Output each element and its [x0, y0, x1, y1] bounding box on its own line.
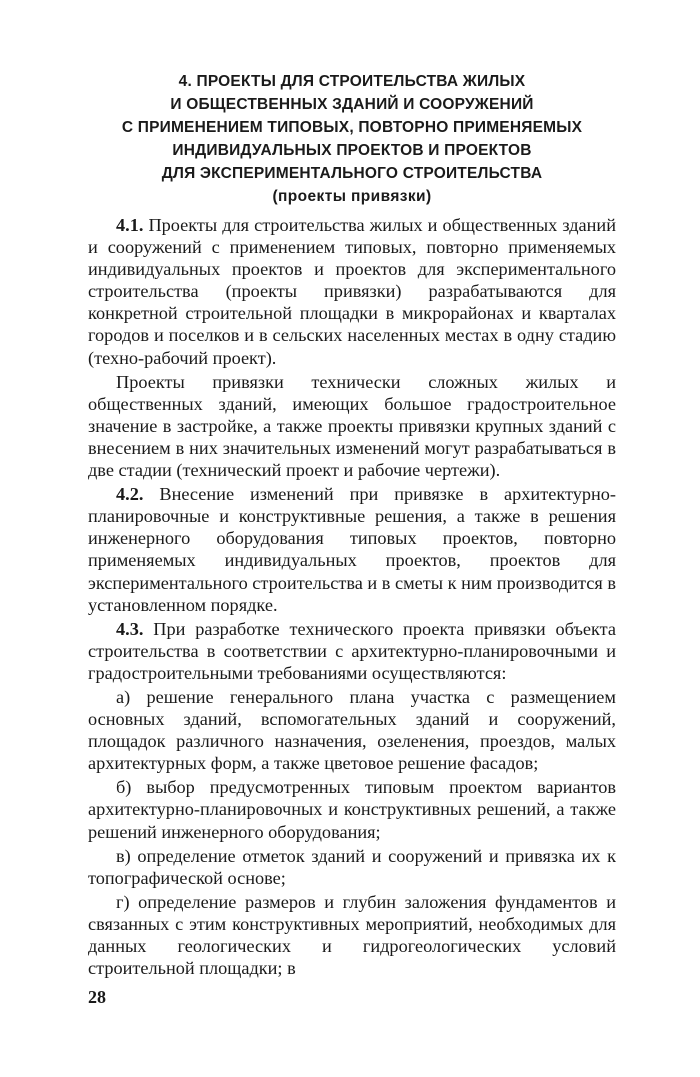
heading-line-3: С ПРИМЕНЕНИЕМ ТИПОВЫХ, ПОВТОРНО ПРИМЕНЯЕМЫХ — [121, 119, 583, 136]
paragraph-text: Внесение изменений при привязке в архитектурно-планировочные и конструктивные решения, а также в решения инженерного оборудования типовых проектов, повторно применяемых индивидуальных проектов, проектов для экспериментального строительства и в сметы к ним производится в установленном порядке. — [88, 484, 617, 615]
clause-number: 4.1. — [116, 215, 144, 235]
paragraph-4-1-continued — [88, 371, 616, 481]
paragraph-text: Проекты привязки технически сложных жилых и общественных зданий, имеющих большое градостроительное значение в застройке, а также проекты привязки крупных зданий с внесением в них значительных изменений могут разрабатываться в две стадии (технический проект и рабочие чертежи). — [88, 371, 616, 481]
section-heading — [88, 70, 616, 208]
paragraph-text: в) определение отметок зданий и сооружений и привязка их к топографической основе; — [88, 845, 616, 888]
paragraph-text: Проекты для строительства жилых и общественных зданий и сооружений с применением типовых, повторно применяемых индивидуальных проектов и проектов для экспериментального строительства (проекты привязки) разрабатываются для конкретной строительной площадки в микрорайонах и кварталах городов и поселков и в сельских населенных местах в одну стадию (техно-рабочий проект). — [88, 215, 616, 368]
paragraph-text: При разработке технического проекта привязки объекта строительства в соответствии с архитектурно-планировочными и градостроительными требованиями осуществляются: — [88, 618, 616, 683]
list-item-v — [88, 845, 616, 889]
list-item-g — [88, 891, 616, 979]
clause-number: 4.2. — [116, 484, 144, 505]
paragraph-4-1 — [88, 214, 616, 369]
paragraph-4-3 — [88, 618, 616, 684]
page-content — [88, 70, 616, 979]
page-number: 28 — [88, 987, 106, 1007]
paragraph-text: г) определение размеров и глубин заложения фундаментов и связанных с этим конструктивных мероприятий, необходимых для данных геологических и гидрогеологических условий строительной площадки; в — [88, 891, 616, 979]
list-item-a — [88, 686, 616, 774]
heading-line-5: ДЛЯ ЭКСПЕРИМЕНТАЛЬНОГО СТРОИТЕЛЬСТВА — [161, 165, 543, 182]
paragraph-text: б) выбор предусмотренных типовым проектом вариантов архитектурно-планировочных и конструктивных решений, а также решений инженерного оборудования; — [88, 777, 616, 842]
heading-line-1: 4. ПРОЕКТЫ ДЛЯ СТРОИТЕЛЬСТВА ЖИЛЫХ — [178, 73, 526, 90]
heading-line-2: И ОБЩЕСТВЕННЫХ ЗДАНИЙ И СООРУЖЕНИЙ — [170, 96, 534, 113]
paragraph-4-2 — [88, 483, 616, 616]
paragraph-text: а) решение генерального плана участка с размещением основных зданий, вспомогательных зданий и сооружений, площадок различного назначения, озеленения, проездов, малых архитектурных форм, а также цветовое решение фасадов; — [88, 686, 616, 774]
clause-number: 4.3. — [116, 618, 144, 639]
list-item-b — [88, 776, 616, 842]
heading-line-4: ИНДИВИДУАЛЬНЫХ ПРОЕКТОВ И ПРОЕКТОВ — [172, 142, 532, 159]
body-text — [88, 214, 616, 979]
heading-subtitle: (проекты привязки) — [272, 188, 432, 205]
